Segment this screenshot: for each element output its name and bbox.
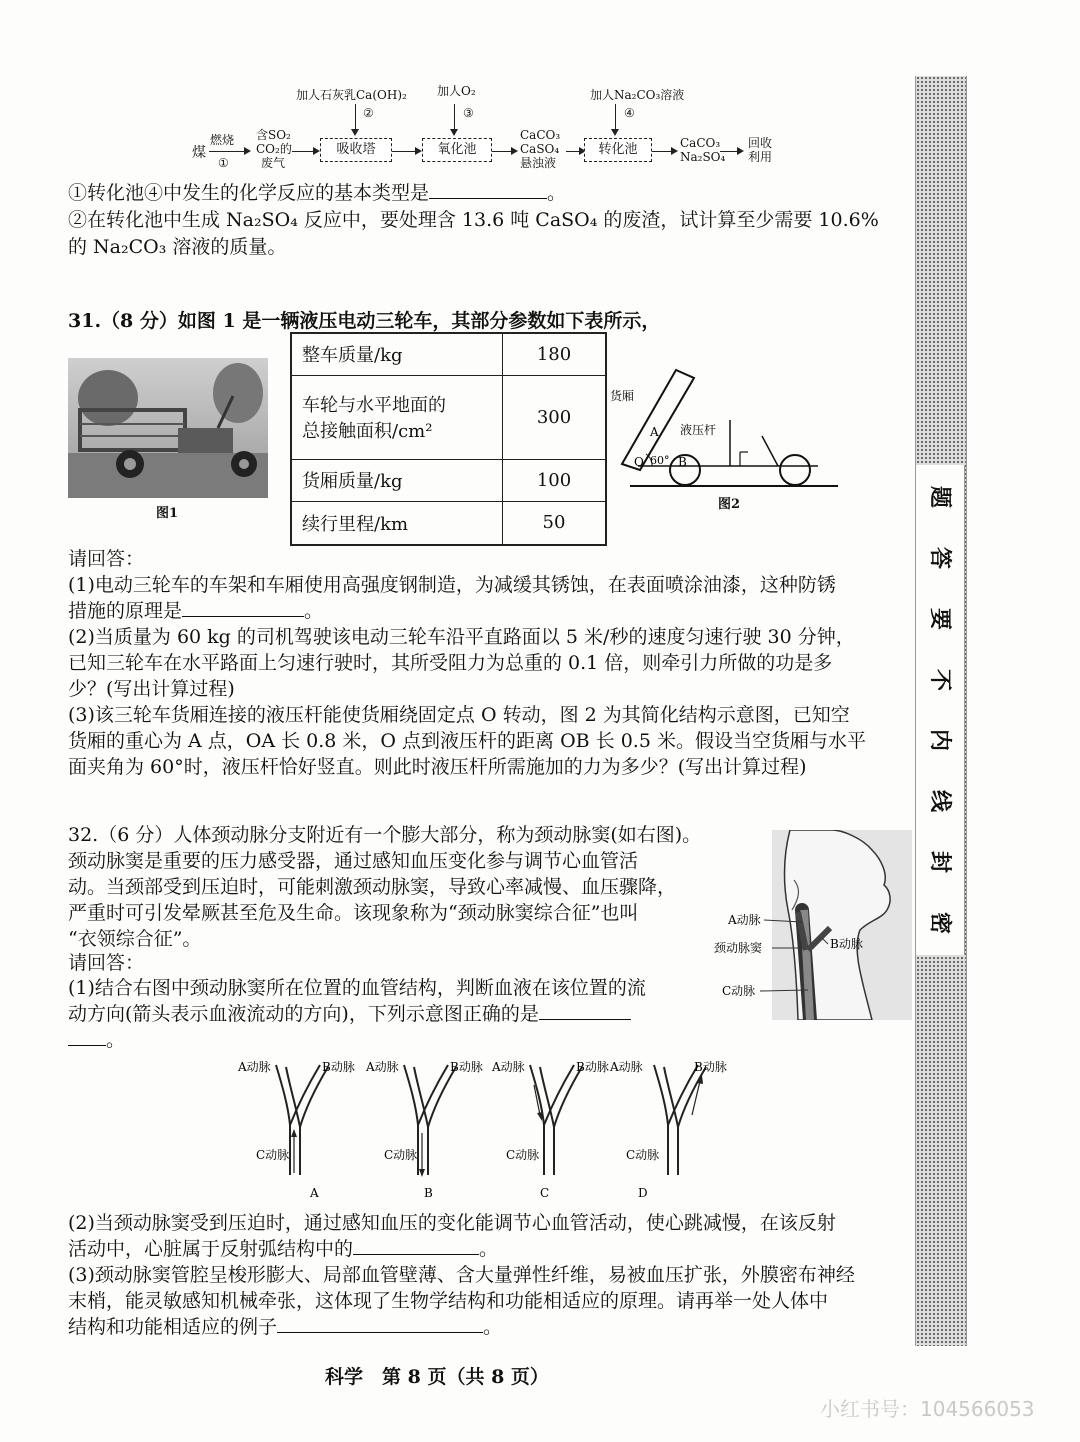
flow-arrow: [615, 104, 616, 134]
neck-label-sinus: 颈动脉窦: [714, 941, 763, 955]
binding-strip-label: [915, 465, 965, 955]
option-c-label-c: C动脉: [506, 1148, 540, 1162]
strip-char: 密: [926, 911, 953, 934]
flow-arrow: [392, 151, 420, 152]
oxidation-pool-box: 氧化池: [422, 138, 492, 162]
q32-p1b: 动方向(箭头表示血液流动的方向)，下列示意图正确的是: [68, 1001, 631, 1028]
fig2-A-label: A: [650, 425, 659, 439]
strip-char: 不: [926, 668, 953, 691]
value-cell: 50: [503, 501, 607, 545]
strip-char: 线: [926, 790, 953, 813]
option-d-label-c: C动脉: [626, 1148, 660, 1162]
option-A[interactable]: [237, 1059, 355, 1200]
flow-susp-2: CaSO₄: [520, 142, 560, 156]
answer-blank[interactable]: [539, 1001, 631, 1020]
strip-char: 封: [926, 851, 953, 874]
flow-add-na2co3: 加人Na₂CO₃溶液: [590, 88, 685, 102]
answer-blank[interactable]: [429, 180, 547, 199]
flow-arrow: [209, 151, 249, 152]
option-a-label-b: B动脉: [322, 1060, 355, 1074]
table-row: [291, 501, 606, 545]
param-cell: 整车质量/kg: [291, 333, 503, 375]
table-row: [291, 459, 606, 501]
watermark: 小红书号：104566053: [820, 1397, 1035, 1421]
answer-blank[interactable]: [277, 1314, 483, 1333]
neck-label-c: C动脉: [722, 984, 756, 998]
param-cell: 续行里程/km: [291, 501, 503, 545]
q31-p2b: 已知三轮车在水平路面上匀速行驶时，其所受阻力为总重的 0.1 倍，则牵引力所做的功是多: [68, 652, 833, 674]
strip-char: 题: [926, 485, 953, 509]
q32-l1: 32.（6 分）人体颈动脉分支附近有一个膨大部分，称为颈动脉窦(如右图)。: [68, 824, 702, 846]
q32-p1a: (1)结合右图中颈动脉窦所在位置的血管结构，判断血液在该位置的流: [68, 977, 646, 999]
option-c-letter: C: [540, 1186, 550, 1200]
answer-blank[interactable]: [182, 598, 304, 617]
flow-add-lime: 加人石灰乳Ca(OH)₂: [296, 88, 407, 102]
flow-arrow: [355, 104, 356, 134]
option-D[interactable]: [609, 1059, 727, 1200]
q32-l5: “衣领综合征”。: [68, 928, 202, 950]
flow-arrow: [566, 151, 584, 152]
q31-p1b: 措施的原理是 。: [68, 600, 324, 622]
fig2-box-label: 货厢: [610, 389, 635, 403]
neck-label-b: B动脉: [830, 937, 863, 951]
q32-p1c: 。: [68, 1027, 125, 1054]
flow-step3: ③: [463, 106, 474, 120]
flow-step2: ②: [363, 106, 374, 120]
flow-gas-2: CO₂的: [256, 142, 292, 156]
option-c-label-a: A动脉: [492, 1060, 525, 1074]
option-a-letter: A: [310, 1186, 319, 1200]
fig2-structure-diagram: [600, 360, 850, 495]
option-b-label-a: A动脉: [366, 1060, 399, 1074]
fig1-caption: 图1: [156, 506, 179, 521]
q31-p3b: 货厢的重心为 A 点，OA 长 0.8 米，O 点到液压杆的距离 OB 长 0.5 米。假设当空货厢与水平: [68, 730, 866, 752]
option-b-label-b: B动脉: [450, 1060, 483, 1074]
flow-burn: 燃烧: [210, 133, 235, 147]
fig2-O-label: O: [634, 455, 644, 469]
value-cell: 300: [503, 375, 607, 459]
flow-arrow: [292, 151, 318, 152]
q30-line1: ①转化池④中发生的化学反应的基本类型是 。: [68, 182, 567, 204]
q32-p3a: (3)颈动脉窦管腔呈梭形膨大、局部血管壁薄、含大量弹性纤维，易被血压扩张，外膜密布神经: [68, 1264, 855, 1286]
option-d-label-a: A动脉: [610, 1060, 643, 1074]
flow-gas-1: 含SO₂: [256, 128, 291, 142]
flow-arrow: [652, 151, 676, 152]
flow-gas-3: 废气: [261, 156, 286, 170]
option-a-label-a: A动脉: [238, 1060, 271, 1074]
value-cell: 100: [503, 459, 607, 501]
fig2-caption: 图2: [718, 497, 741, 512]
table-row: [291, 333, 606, 375]
q32-l4: 严重时可引发晕厥甚至危及生命。该现象称为“颈动脉窦综合征”也叫: [68, 902, 639, 924]
q31-p1a: (1)电动三轮车的车架和车厢使用高强度钢制造，为减缓其锈蚀，在表面喷涂油漆，这种防锈: [68, 574, 836, 596]
q30-line2: ②在转化池中生成 Na₂SO₄ 反应中，要处理含 13.6 吨 CaSO₄ 的废渣，试计算至少需要 10.6%: [68, 209, 879, 231]
param-cell: 货厢质量/kg: [291, 459, 503, 501]
option-d-label-b: B动脉: [694, 1060, 727, 1074]
strip-char: 答: [926, 546, 953, 569]
option-b-letter: B: [424, 1186, 433, 1200]
flow-arrow: [492, 151, 516, 152]
q31-p2a: (2)当质量为 60 kg 的司机驾驶该电动三轮车沿平直路面以 5 米/秒的速度匀速行驶 30 分钟，: [68, 626, 855, 648]
q32-p2a: (2)当颈动脉窦受到压迫时，通过感知血压的变化能调节心血管活动，使心跳减慢，在该反射: [68, 1212, 836, 1234]
fig2-angle-label: 60°: [650, 454, 670, 467]
q31-p2c: 少？(写出计算过程): [68, 678, 235, 700]
conversion-pool-box: 转化池: [584, 138, 652, 162]
flow-step4: ④: [624, 106, 635, 120]
option-diagrams: [230, 1055, 750, 1203]
strip-char: 内: [926, 729, 953, 752]
q31-answer-label: 请回答：: [68, 548, 145, 570]
neck-illustration: [712, 830, 912, 1020]
answer-blank[interactable]: [353, 1236, 479, 1255]
option-c-label-b: B动脉: [576, 1060, 609, 1074]
q32-l2: 颈动脉窦是重要的压力感受器，通过感知血压变化参与调节心血管活: [68, 850, 639, 872]
flow-prod-2: Na₂SO₄: [680, 150, 726, 164]
flow-susp-1: CaCO₃: [520, 128, 561, 142]
flow-arrow: [454, 104, 455, 134]
answer-blank[interactable]: [68, 1027, 106, 1046]
tricycle-photo: [68, 358, 268, 498]
flow-recycle-1: 回收: [748, 136, 773, 150]
option-d-letter: D: [638, 1186, 648, 1200]
value-cell: 180: [503, 333, 607, 375]
q32-answer-label: 请回答：: [68, 952, 145, 974]
flow-coal: 煤: [192, 145, 206, 161]
flow-susp-3: 悬浊液: [520, 156, 557, 170]
parameters-table: [290, 332, 607, 546]
q31-p3c: 面夹角为 60°时，液压杆恰好竖直。则此时液压杆所需施加的力为多少？(写出计算过程): [68, 756, 807, 778]
flow-prod-1: CaCO₃: [680, 136, 721, 150]
flow-step1: ①: [218, 156, 229, 170]
flow-add-o2: 加人O₂: [437, 84, 476, 98]
neck-label-a: A动脉: [728, 913, 761, 927]
q32-p3b: 末梢，能灵敏感知机械牵张，这体现了生物学结构和功能相适应的原理。请再举一处人体中: [68, 1290, 829, 1312]
option-B[interactable]: [365, 1059, 483, 1200]
table-row: [291, 375, 606, 459]
page-footer: 科学 第 8 页（共 8 页）: [325, 1366, 549, 1388]
q32-p3c: 结构和功能相适应的例子 。: [68, 1316, 503, 1338]
q32-l3: 动。当颈部受到压迫时，可能刺激颈动脉窦，导致心率减慢、血压骤降，: [68, 876, 677, 898]
absorb-tower-box: 吸收塔: [320, 138, 392, 162]
q31-p3a: (3)该三轮车货厢连接的液压杆能使货厢绕固定点 O 转动，图 2 为其简化结构示意图，已知空: [68, 704, 850, 726]
q30-line3: 的 Na₂CO₃ 溶液的质量。: [68, 236, 287, 258]
flow-recycle-2: 利用: [748, 150, 773, 164]
q31-intro: 31.（8 分）如图 1 是一辆液压电动三轮车，其部分参数如下表所示，: [68, 310, 661, 332]
q32-p2b: 活动中，心脏属于反射弧结构中的 。: [68, 1238, 499, 1260]
flow-arrow: [720, 151, 742, 152]
option-C[interactable]: [491, 1059, 609, 1200]
strip-char: 要: [926, 607, 953, 630]
option-a-label-c: C动脉: [256, 1148, 290, 1162]
fig2-B-label: B: [678, 455, 687, 469]
option-b-label-c: C动脉: [384, 1148, 418, 1162]
param-cell: 车轮与水平地面的 总接触面积/cm²: [291, 375, 503, 459]
fig2-rod-label: 液压杆: [680, 423, 717, 437]
